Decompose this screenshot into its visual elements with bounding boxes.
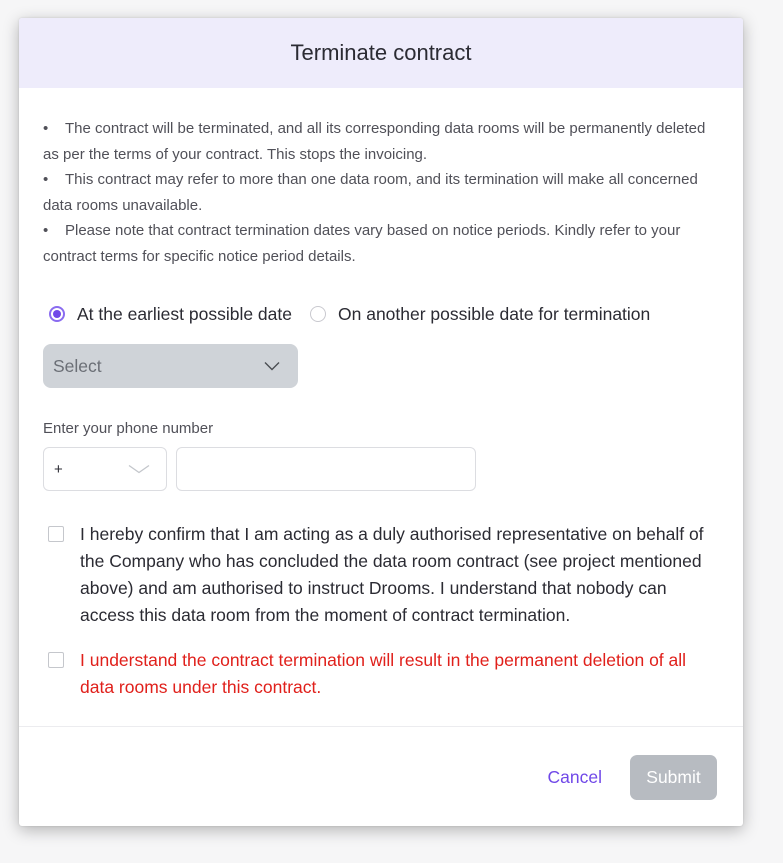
- note-multiple-rooms: • This contract may refer to more than one data room, and its termination will make all concerned data rooms unavailable.: [43, 167, 719, 218]
- chevron-down-icon: [128, 464, 150, 474]
- another-date-label[interactable]: On another possible date for termination: [338, 303, 651, 324]
- phone-number-input[interactable]: [176, 447, 476, 491]
- confirm-deletion-label[interactable]: I understand the contract termination will result in the permanent deletion of all data rooms under this contract.: [80, 650, 687, 697]
- termination-notes: [43, 116, 719, 269]
- confirm-deletion-checkbox[interactable]: [48, 652, 64, 668]
- bullet-icon: •: [43, 120, 49, 137]
- country-code-value: +: [54, 460, 63, 478]
- confirm-authorised-label[interactable]: I hereby confirm that I am acting as a duly authorised representative on behalf of the Company who has concluded the data room contract (see project mentioned above) and am authorised to instruct Drooms. I understand that nobody can access this data room from the moment of contract termination.: [80, 524, 704, 625]
- note-notice-periods: • Please note that contract termination dates vary based on notice periods. Kindly refer to your contract terms for specific notice period details.: [43, 218, 719, 269]
- terminate-contract-dialog: [19, 18, 743, 826]
- date-select-value: Select: [53, 355, 102, 376]
- country-code-select[interactable]: [43, 447, 167, 491]
- phone-row: [43, 447, 719, 491]
- dialog-body: [19, 88, 743, 701]
- chevron-down-icon: [264, 361, 280, 371]
- confirm-authorised-row: [43, 521, 719, 629]
- another-date-radio[interactable]: [310, 306, 326, 322]
- bullet-icon: •: [43, 171, 49, 188]
- confirm-deletion-row: [43, 647, 719, 701]
- termination-date-options: [43, 301, 719, 327]
- note-invoicing: • The contract will be terminated, and all its corresponding data rooms will be permanently deleted as per the terms of your contract. This stops the invoicing.: [43, 116, 719, 167]
- dialog-footer: [19, 755, 743, 800]
- cancel-button[interactable]: Cancel: [547, 767, 602, 787]
- earliest-date-radio[interactable]: [49, 306, 65, 322]
- dialog-title: Terminate contract: [290, 40, 472, 65]
- earliest-date-label[interactable]: At the earliest possible date: [77, 303, 292, 324]
- date-select-dropdown[interactable]: [43, 344, 298, 388]
- dialog-header: [19, 18, 743, 88]
- submit-button[interactable]: Submit: [630, 755, 717, 800]
- footer-divider: [19, 726, 743, 727]
- phone-label: Enter your phone number: [43, 420, 214, 437]
- confirm-authorised-checkbox[interactable]: [48, 526, 64, 542]
- bullet-icon: •: [43, 222, 49, 239]
- radio-selected-dot: [53, 310, 61, 318]
